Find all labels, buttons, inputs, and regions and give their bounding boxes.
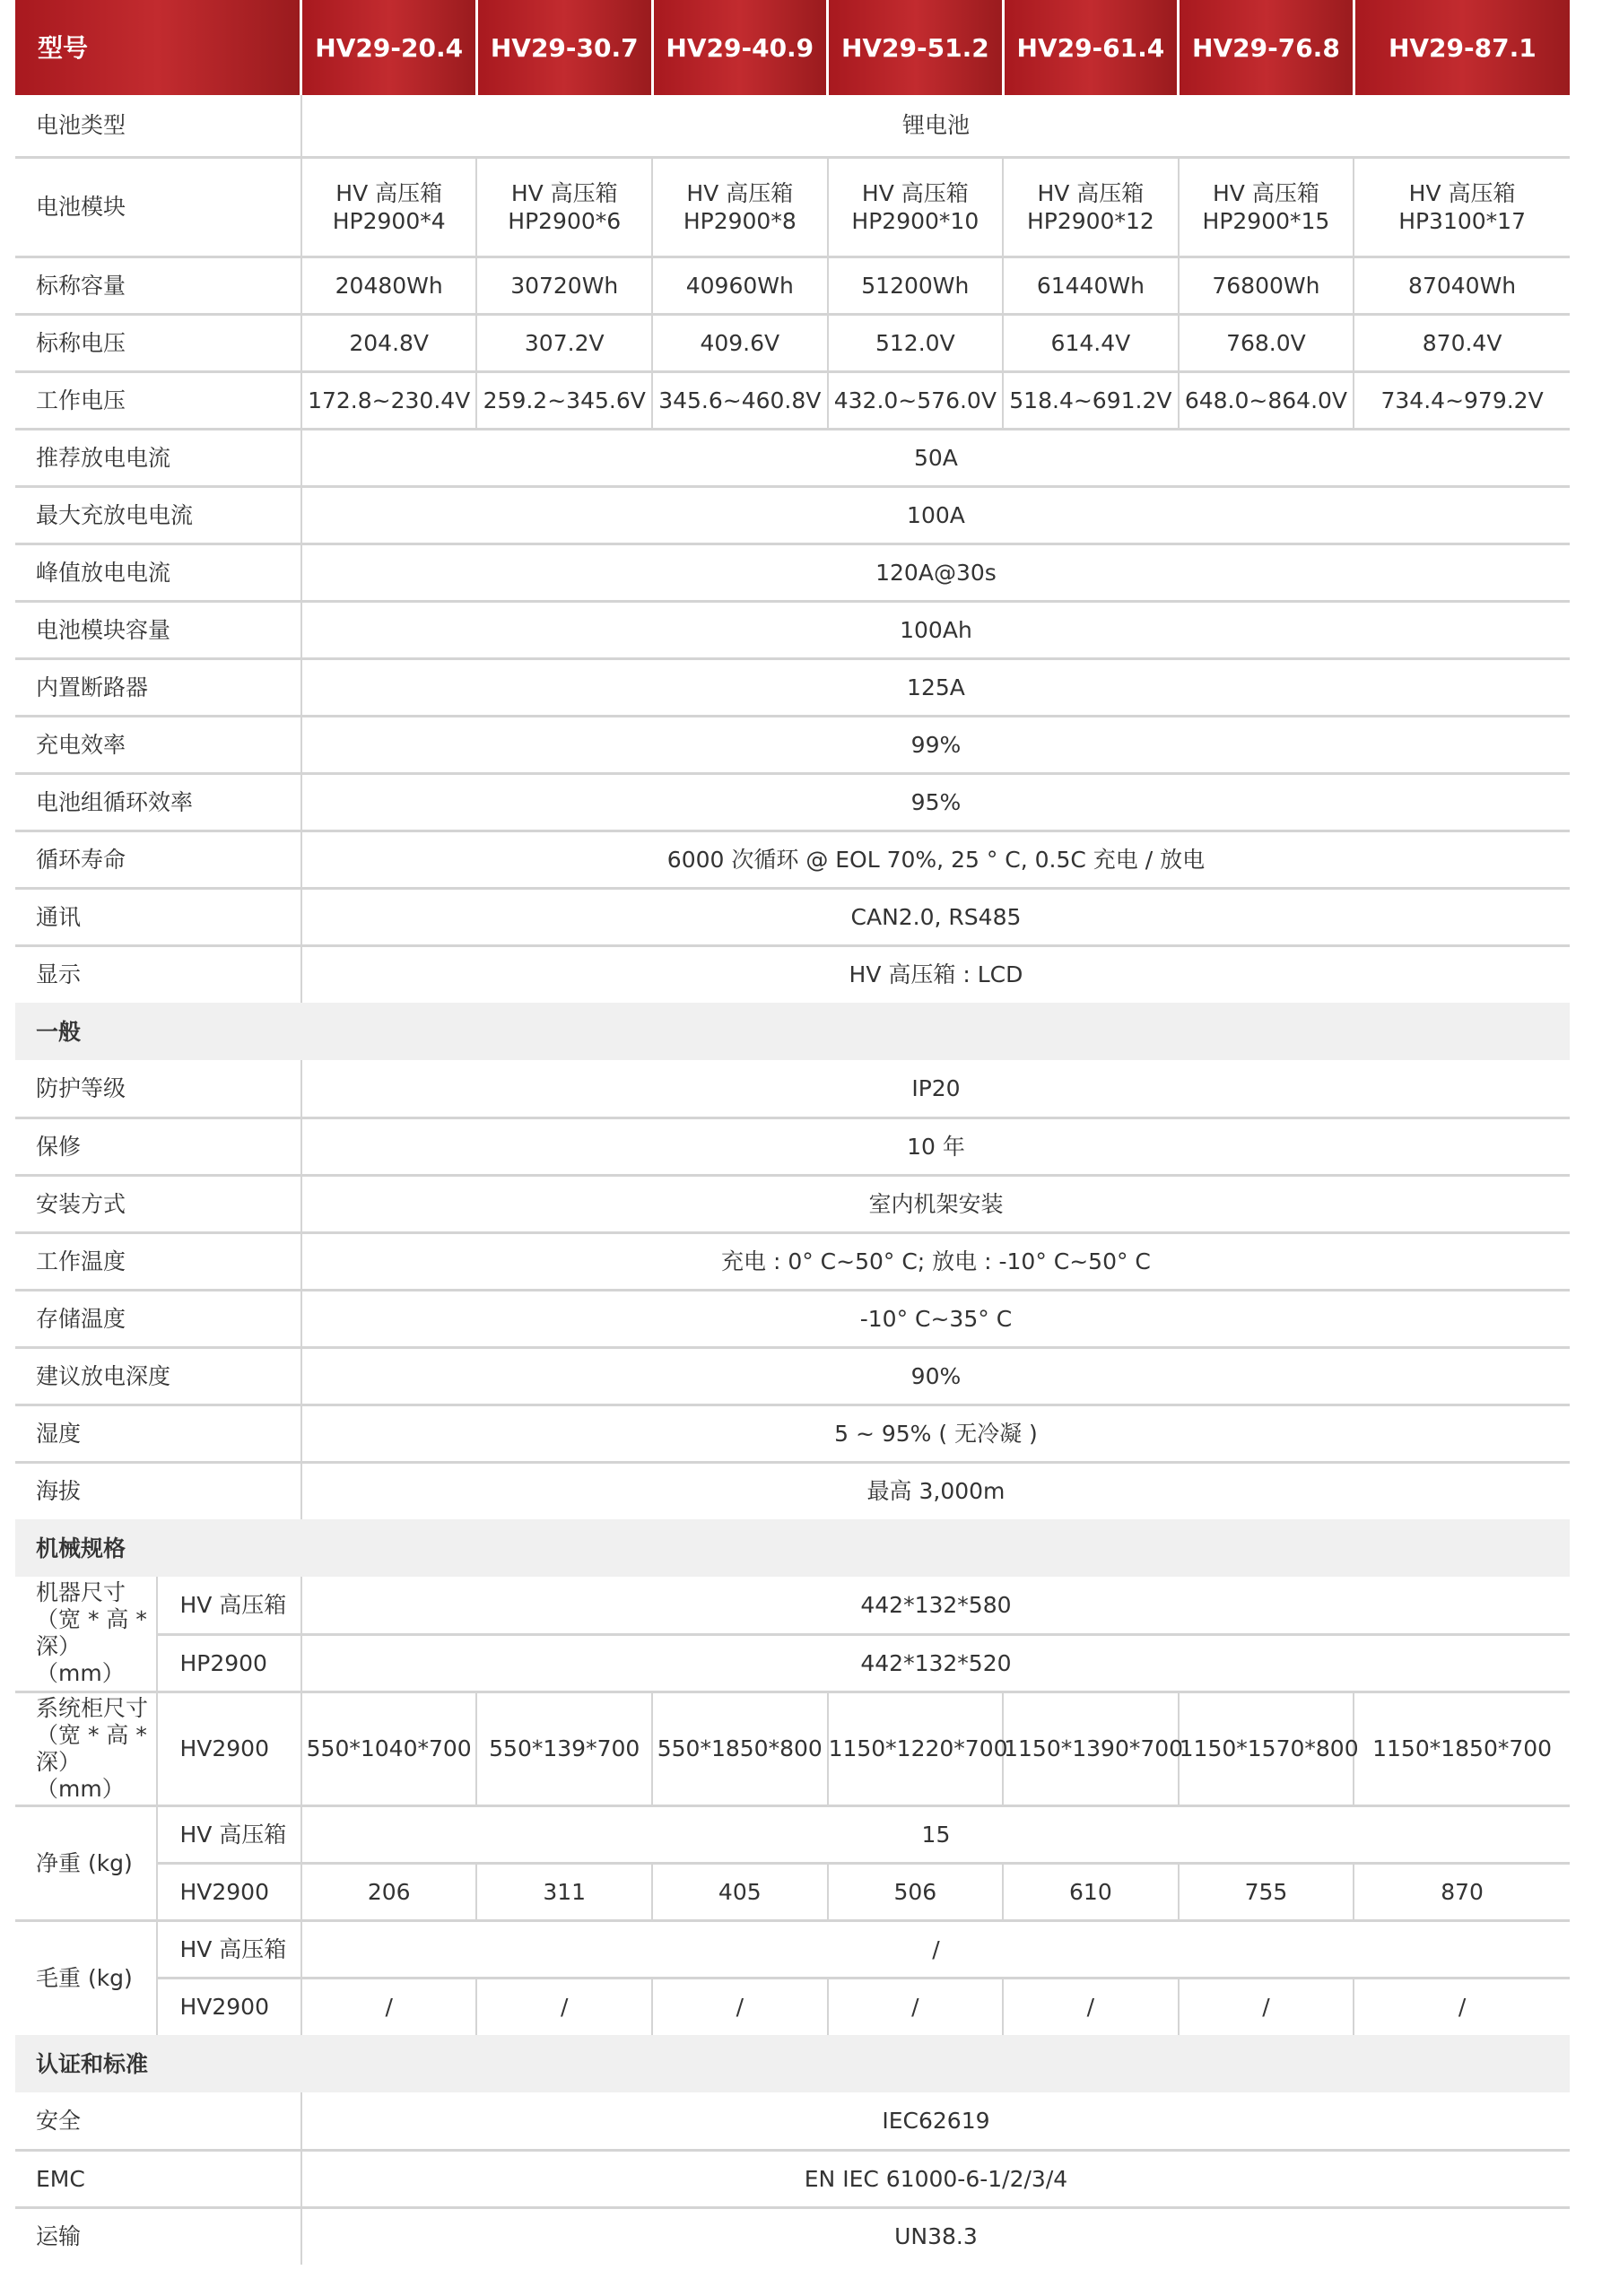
- cell: 550*1040*700: [301, 1692, 477, 1805]
- row-emc: [15, 2150, 1570, 2207]
- row-installation: [15, 1175, 1570, 1232]
- cell: /: [1179, 1978, 1354, 2035]
- module-cell: HV 高压箱 HP2900*4: [301, 157, 477, 257]
- row-battery-module: [15, 157, 1570, 257]
- section-title: 机械规格: [15, 1519, 1570, 1577]
- row-value: 10 年: [301, 1118, 1570, 1175]
- cell: 307.2V: [476, 314, 652, 371]
- row-gross-weight-1: [15, 1920, 1570, 1978]
- model-header: HV29-30.7: [476, 0, 652, 95]
- row-charge-efficiency: [15, 716, 1570, 773]
- row-cycle-life: [15, 831, 1570, 888]
- row-label: 显示: [36, 961, 82, 988]
- cell: 259.2~345.6V: [476, 371, 652, 429]
- cell: 87040Wh: [1354, 257, 1570, 314]
- cell: /: [652, 1978, 828, 2035]
- row-label: 最大充放电电流: [15, 486, 301, 544]
- cell: 768.0V: [1179, 314, 1354, 371]
- model-header: HV29-40.9: [652, 0, 828, 95]
- cell: 1150*1390*700: [1003, 1692, 1179, 1805]
- cell: 345.6~460.8V: [652, 371, 828, 429]
- header-row: [15, 0, 1570, 95]
- row-altitude: [15, 1462, 1570, 1519]
- model-label: 型号: [15, 0, 301, 95]
- row-display: [15, 945, 1570, 1003]
- row-max-current: [15, 486, 1570, 544]
- row-label: 充电效率: [15, 716, 301, 773]
- row-warranty: [15, 1118, 1570, 1175]
- row-label: 工作温度: [15, 1232, 301, 1290]
- cell: 550*139*700: [476, 1692, 652, 1805]
- sub-label: HV2900: [157, 1863, 300, 1920]
- row-value: 125A: [301, 658, 1570, 716]
- row-label: 标称电压: [15, 314, 301, 371]
- cell: 610: [1003, 1863, 1179, 1920]
- row-value: -10° C~35° C: [301, 1290, 1570, 1347]
- row-label: 安装方式: [15, 1175, 301, 1232]
- cell: 206: [301, 1863, 477, 1920]
- row-label: 海拔: [36, 1478, 82, 1505]
- row-dod: [15, 1347, 1570, 1405]
- row-device-dims-1: [15, 1577, 1570, 1634]
- row-net-weight-2: [15, 1863, 1570, 1920]
- row-label: 建议放电深度: [15, 1347, 301, 1405]
- row-operating-temp: [15, 1232, 1570, 1290]
- row-value: 100Ah: [301, 601, 1570, 658]
- row-value: 锂电池: [301, 95, 1570, 157]
- row-battery-type: [15, 95, 1570, 157]
- row-label: EMC: [15, 2150, 301, 2207]
- module-cell: HV 高压箱 HP2900*8: [652, 157, 828, 257]
- row-label: 毛重 (kg): [36, 1965, 133, 1992]
- row-value: EN IEC 61000-6-1/2/3/4: [301, 2150, 1570, 2207]
- cell: 172.8~230.4V: [301, 371, 477, 429]
- row-value: UN38.3: [301, 2207, 1570, 2265]
- row-storage-temp: [15, 1290, 1570, 1347]
- cell: /: [828, 1978, 1004, 2035]
- row-value: 442*132*580: [301, 1577, 1570, 1634]
- row-value: 50A: [301, 429, 1570, 486]
- row-label: 存储温度: [15, 1290, 301, 1347]
- cell: /: [1354, 1978, 1570, 2035]
- row-label: 电池类型: [15, 95, 301, 157]
- sub-label: HV2900: [157, 1692, 300, 1805]
- row-label: 湿度: [15, 1405, 301, 1462]
- cell: 432.0~576.0V: [828, 371, 1004, 429]
- cell: 518.4~691.2V: [1003, 371, 1179, 429]
- module-cell: HV 高压箱 HP2900*15: [1179, 157, 1354, 257]
- cell: 550*1850*800: [652, 1692, 828, 1805]
- row-value: 5 ~ 95% ( 无冷凝 ): [301, 1405, 1570, 1462]
- section-title: 一般: [15, 1003, 1570, 1060]
- row-label: 标称容量: [15, 257, 301, 314]
- row-label: 工作电压: [15, 371, 301, 429]
- row-label: 运输: [36, 2223, 82, 2250]
- row-value: 室内机架安装: [301, 1175, 1570, 1232]
- section-title: 认证和标准: [15, 2035, 1570, 2092]
- row-value: CAN2.0, RS485: [301, 888, 1570, 945]
- row-label: 推荐放电电流: [15, 429, 301, 486]
- cell: 204.8V: [301, 314, 477, 371]
- cell: 1150*1570*800: [1179, 1692, 1354, 1805]
- row-label-cabinet: 系统柜尺寸 （宽 * 高 * 深） （mm）: [15, 1692, 157, 1805]
- row-working-voltage: [15, 371, 1570, 429]
- model-header: HV29-51.2: [828, 0, 1004, 95]
- row-value: IEC62619: [301, 2092, 1570, 2150]
- sub-label: HV2900: [157, 1978, 300, 2035]
- row-device-dims-2: [15, 1634, 1570, 1692]
- row-label: 峰值放电电流: [15, 544, 301, 601]
- cell: 20480Wh: [301, 257, 477, 314]
- cell: 311: [476, 1863, 652, 1920]
- row-value: 最高 3,000m: [301, 1462, 1570, 1519]
- row-breaker: [15, 658, 1570, 716]
- sub-label: HV 高压箱: [157, 1920, 300, 1978]
- row-label: 内置断路器: [15, 658, 301, 716]
- cell: 648.0~864.0V: [1179, 371, 1354, 429]
- row-safety: [15, 2092, 1570, 2150]
- model-header: HV29-20.4: [301, 0, 477, 95]
- row-peak-discharge: [15, 544, 1570, 601]
- cell: 40960Wh: [652, 257, 828, 314]
- model-header: HV29-61.4: [1003, 0, 1179, 95]
- row-cycle-efficiency: [15, 773, 1570, 831]
- row-label: 电池模块容量: [15, 601, 301, 658]
- row-value: IP20: [301, 1060, 1570, 1118]
- row-value: /: [301, 1920, 1570, 1978]
- module-cell: HV 高压箱 HP2900*6: [476, 157, 652, 257]
- row-value: 100A: [301, 486, 1570, 544]
- cell: 405: [652, 1863, 828, 1920]
- row-value: 442*132*520: [301, 1634, 1570, 1692]
- cell: 51200Wh: [828, 257, 1004, 314]
- row-gross-weight-2: [15, 1978, 1570, 2035]
- row-transport: [15, 2207, 1570, 2265]
- row-label: 净重 (kg): [15, 1805, 157, 1920]
- row-label: 保修: [15, 1118, 301, 1175]
- cell: 870.4V: [1354, 314, 1570, 371]
- row-value: HV 高压箱 : LCD: [301, 945, 1570, 1003]
- row-label: 安全: [15, 2092, 301, 2150]
- row-label-dims: 机器尺寸 （宽 * 高 * 深） （mm）: [15, 1577, 157, 1692]
- cell: 1150*1850*700: [1354, 1692, 1570, 1805]
- cell: 512.0V: [828, 314, 1004, 371]
- row-net-weight-1: [15, 1805, 1570, 1863]
- row-value: 99%: [301, 716, 1570, 773]
- row-nominal-voltage: [15, 314, 1570, 371]
- section-mechanical: [15, 1519, 1570, 1577]
- module-cell: HV 高压箱 HP2900*10: [828, 157, 1004, 257]
- row-value: 95%: [301, 773, 1570, 831]
- row-nominal-capacity: [15, 257, 1570, 314]
- row-module-capacity: [15, 601, 1570, 658]
- spec-table: [15, 0, 1570, 2265]
- cell: 755: [1179, 1863, 1354, 1920]
- cell: 506: [828, 1863, 1004, 1920]
- row-value: 充电 : 0° C~50° C; 放电 : -10° C~50° C: [301, 1232, 1570, 1290]
- module-cell: HV 高压箱 HP3100*17: [1354, 157, 1570, 257]
- model-header: HV29-76.8: [1179, 0, 1354, 95]
- cell: 409.6V: [652, 314, 828, 371]
- row-rec-discharge: [15, 429, 1570, 486]
- sub-label: HV 高压箱: [157, 1805, 300, 1863]
- row-cabinet-dims: [15, 1692, 1570, 1805]
- cell: 870: [1354, 1863, 1570, 1920]
- section-certification: [15, 2035, 1570, 2092]
- cell: 76800Wh: [1179, 257, 1354, 314]
- row-communication: [15, 888, 1570, 945]
- row-ip-rating: [15, 1060, 1570, 1118]
- cell: 614.4V: [1003, 314, 1179, 371]
- section-general: [15, 1003, 1570, 1060]
- row-value: 90%: [301, 1347, 1570, 1405]
- row-humidity: [15, 1405, 1570, 1462]
- cell: 734.4~979.2V: [1354, 371, 1570, 429]
- module-cell: HV 高压箱 HP2900*12: [1003, 157, 1179, 257]
- cell: /: [476, 1978, 652, 2035]
- row-label: 电池组循环效率: [15, 773, 301, 831]
- row-label: 循环寿命: [15, 831, 301, 888]
- cell: /: [1003, 1978, 1179, 2035]
- model-header: HV29-87.1: [1354, 0, 1570, 95]
- row-label: 电池模块: [15, 157, 301, 257]
- row-value: 120A@30s: [301, 544, 1570, 601]
- cell: 1150*1220*700: [828, 1692, 1004, 1805]
- row-label: 防护等级: [15, 1060, 301, 1118]
- sub-label: HV 高压箱: [157, 1577, 300, 1634]
- row-value: 15: [301, 1805, 1570, 1863]
- cell: 30720Wh: [476, 257, 652, 314]
- row-value: 6000 次循环 @ EOL 70%, 25 ° C, 0.5C 充电 / 放电: [301, 831, 1570, 888]
- row-label: 通讯: [15, 888, 301, 945]
- cell: /: [301, 1978, 477, 2035]
- sub-label: HP2900: [157, 1634, 300, 1692]
- cell: 61440Wh: [1003, 257, 1179, 314]
